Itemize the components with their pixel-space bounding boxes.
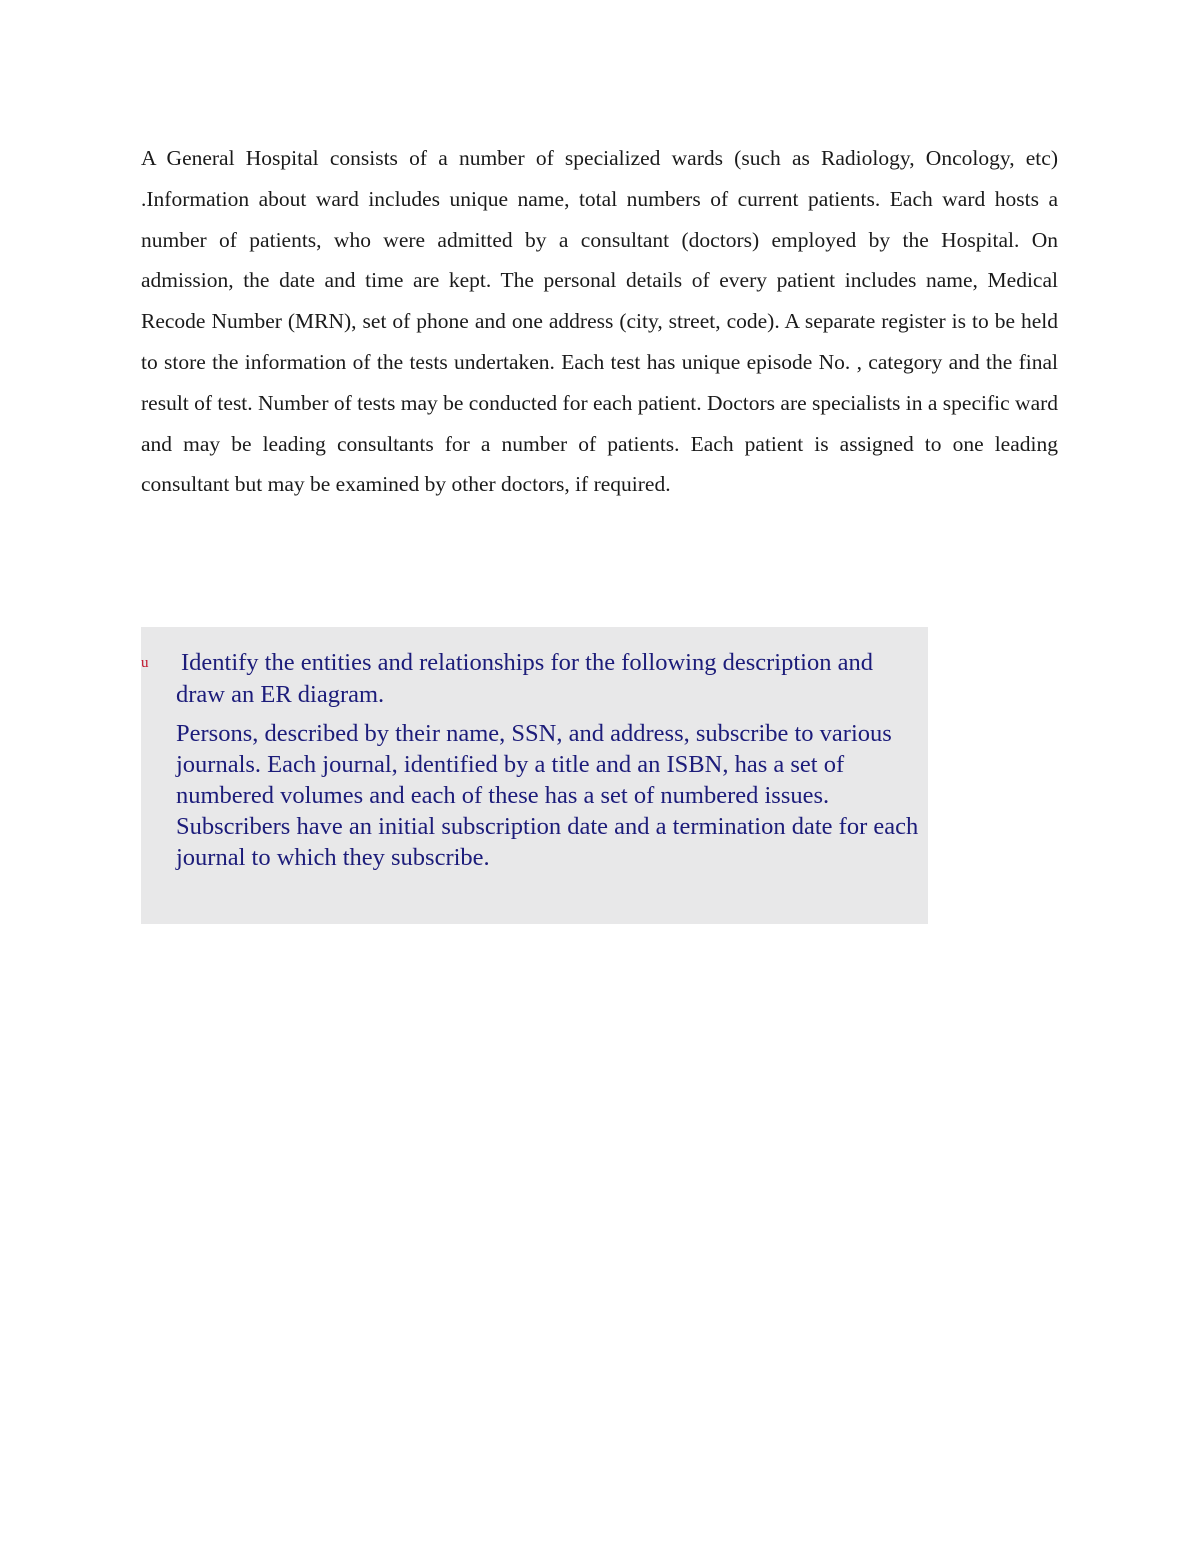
slide-question-text: Identify the entities and relationships for the following description and draw an ER diagram. [176, 649, 873, 708]
hospital-description-paragraph: A General Hospital consists of a number of specialized wards (such as Radiology, Oncology, etc) .Information about ward includes unique name, total numbers of current patients. Each ward hosts a number of patients, who were admitted by a consultant (doctors) employed by the Hospital. On admission, the date and time are kept. The personal details of every patient includes name, Medical Recode Number (MRN), set of phone and one address (city, street, code). A separate register is to be held to store the information of the tests undertaken. Each test has unique episode No. , category and the final result of test. Number of tests may be conducted for each patient. Doctors are specialists in a specific ward and may be leading consultants for a number of patients. Each patient is assigned to one leading consultant but may be examined by other doctors, if required. [141, 146, 1059, 497]
slide-bullet-icon: u [141, 655, 149, 671]
slide-description-text: Persons, described by their name, SSN, and address, subscribe to various journals. Each journal, identified by a title and an ISBN, has a set of numbered volumes and each of these has a set of numbered issues. Subscribers have an initial subscription date and a termination date for each journal to which they subscribe. [176, 720, 919, 871]
embedded-slide-image [141, 627, 928, 924]
